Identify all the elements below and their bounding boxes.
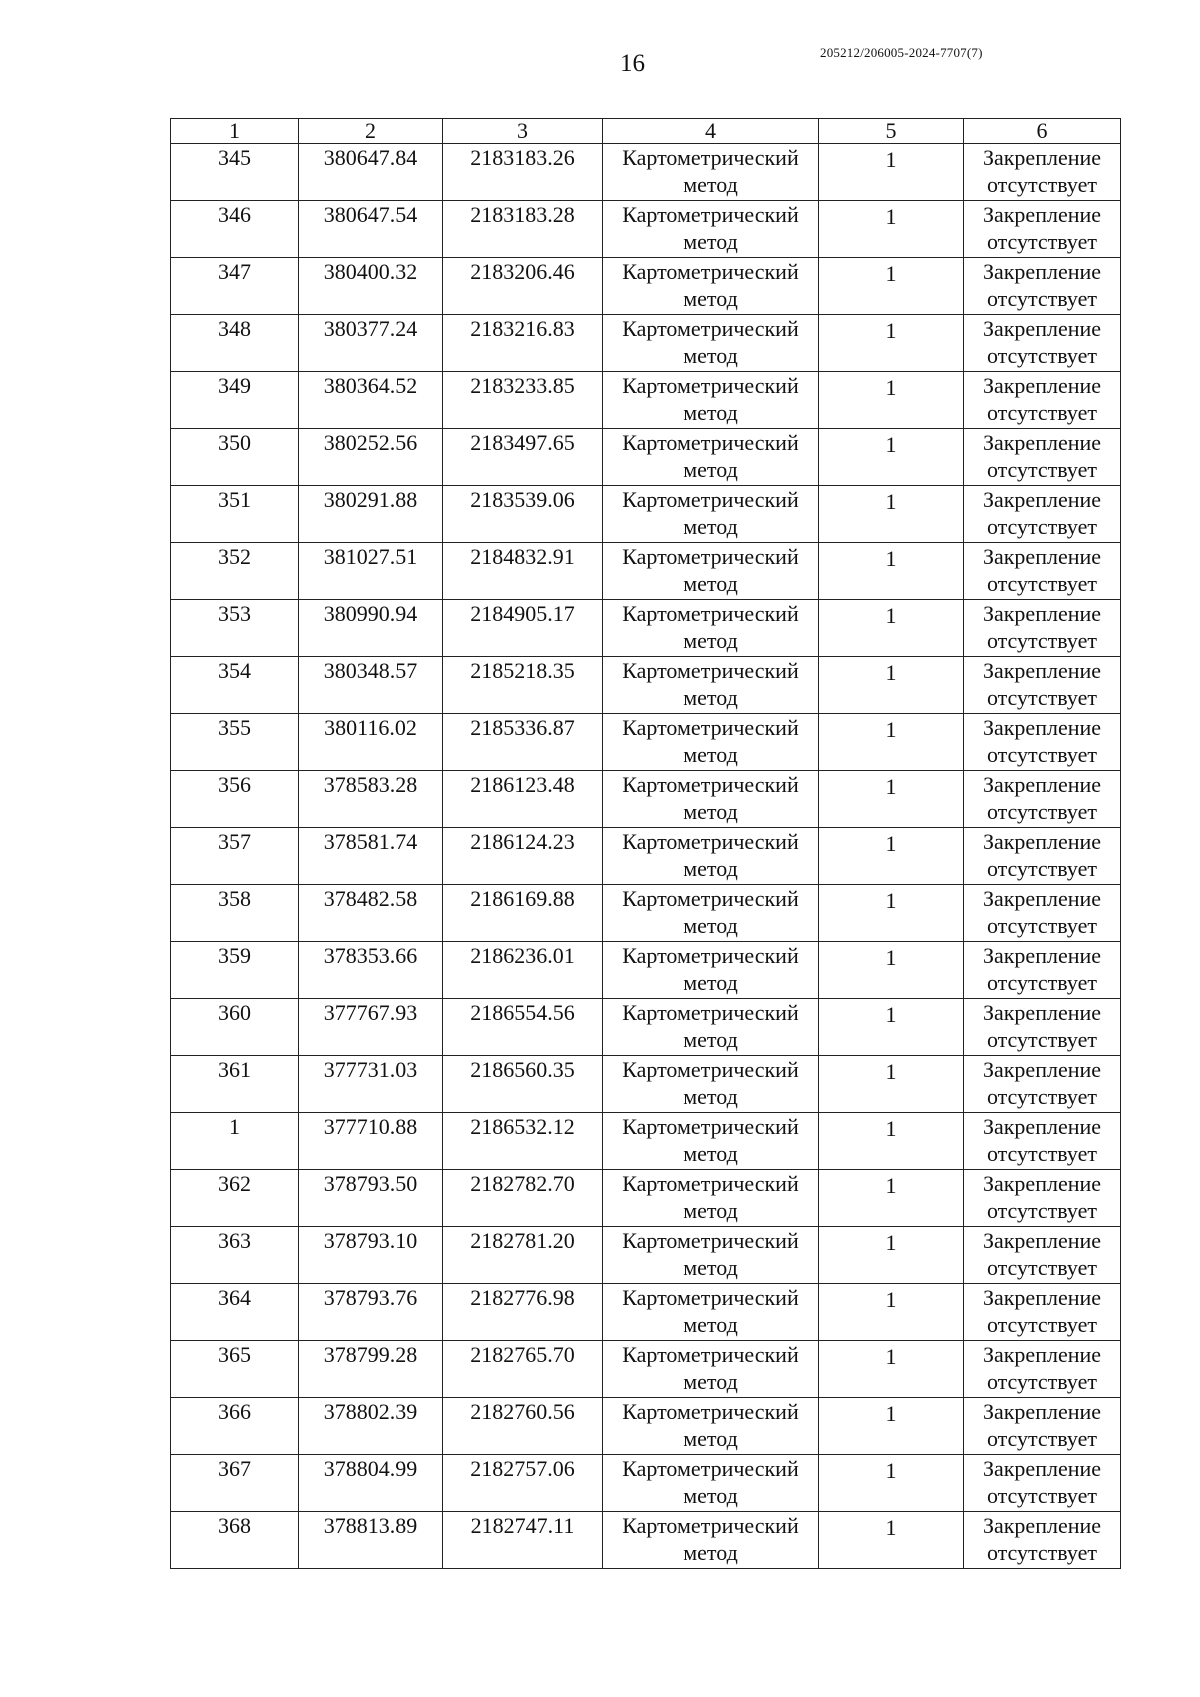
- table-row: [171, 372, 1121, 429]
- fixation-cell-line: Закрепление: [982, 1114, 1102, 1139]
- method-cell-line: Картометрический: [622, 1228, 799, 1253]
- fixation-cell-line: отсутствует: [986, 571, 1098, 596]
- point-number-cell: 353: [171, 600, 299, 657]
- column-header: 1: [171, 119, 299, 144]
- method-cell-line: Картометрический: [622, 1114, 799, 1139]
- method-cell-line: Картометрический: [622, 202, 799, 227]
- method-cell-line: метод: [683, 1369, 738, 1394]
- point-number-cell: 367: [171, 1455, 299, 1512]
- coordinate-y-cell: 2183206.46: [443, 258, 603, 315]
- method-cell: [603, 942, 819, 999]
- coordinate-y-cell: 2183497.65: [443, 429, 603, 486]
- accuracy-cell: 1: [819, 429, 964, 486]
- fixation-cell-line: Закрепление: [982, 601, 1102, 626]
- method-cell-line: метод: [683, 1255, 738, 1280]
- method-cell: [603, 1455, 819, 1512]
- table-row: [171, 258, 1121, 315]
- accuracy-cell: 1: [819, 714, 964, 771]
- coordinate-x-cell: 377710.88: [299, 1113, 443, 1170]
- method-cell-line: метод: [683, 913, 738, 938]
- accuracy-cell: 1: [819, 1056, 964, 1113]
- accuracy-cell: 1: [819, 144, 964, 201]
- fixation-cell: [964, 1341, 1121, 1398]
- fixation-cell-line: отсутствует: [986, 1312, 1098, 1337]
- coordinate-y-cell: 2185336.87: [443, 714, 603, 771]
- method-cell: [603, 1341, 819, 1398]
- point-number-cell: 348: [171, 315, 299, 372]
- coordinate-y-cell: 2183183.28: [443, 201, 603, 258]
- coordinate-x-cell: 380291.88: [299, 486, 443, 543]
- coordinate-x-cell: 378793.10: [299, 1227, 443, 1284]
- fixation-cell: [964, 1056, 1121, 1113]
- coordinate-x-cell: 380252.56: [299, 429, 443, 486]
- coordinate-y-cell: 2182765.70: [443, 1341, 603, 1398]
- column-header: 6: [964, 119, 1121, 144]
- fixation-cell-line: Закрепление: [982, 1171, 1102, 1196]
- point-number-cell: 356: [171, 771, 299, 828]
- document-reference: 205212/206005-2024-7707(7): [820, 45, 983, 60]
- column-header: 3: [443, 119, 603, 144]
- table-row: [171, 1284, 1121, 1341]
- fixation-cell-line: отсутствует: [986, 856, 1098, 881]
- table-row: [171, 828, 1121, 885]
- coordinate-x-cell: 380990.94: [299, 600, 443, 657]
- accuracy-cell: 1: [819, 1284, 964, 1341]
- method-cell: [603, 657, 819, 714]
- method-cell-line: Картометрический: [622, 316, 799, 341]
- method-cell-line: метод: [683, 1483, 738, 1508]
- fixation-cell-line: отсутствует: [986, 1198, 1098, 1223]
- point-number-cell: 347: [171, 258, 299, 315]
- coordinate-y-cell: 2186560.35: [443, 1056, 603, 1113]
- coordinate-y-cell: 2183233.85: [443, 372, 603, 429]
- fixation-cell-line: отсутствует: [986, 970, 1098, 995]
- method-cell-line: Картометрический: [622, 1513, 799, 1538]
- fixation-cell-line: Закрепление: [982, 430, 1102, 455]
- method-cell-line: Картометрический: [622, 259, 799, 284]
- accuracy-cell: 1: [819, 600, 964, 657]
- table-row: [171, 315, 1121, 372]
- coordinate-y-cell: 2186123.48: [443, 771, 603, 828]
- method-cell-line: Картометрический: [622, 544, 799, 569]
- coordinate-y-cell: 2186236.01: [443, 942, 603, 999]
- table-row: [171, 1398, 1121, 1455]
- fixation-cell-line: отсутствует: [986, 229, 1098, 254]
- fixation-cell-line: Закрепление: [982, 316, 1102, 341]
- table-row: [171, 714, 1121, 771]
- method-cell-line: метод: [683, 1540, 738, 1565]
- method-cell: [603, 1056, 819, 1113]
- table-row: [171, 1512, 1121, 1569]
- coordinate-x-cell: 377767.93: [299, 999, 443, 1056]
- method-cell-line: Картометрический: [622, 430, 799, 455]
- fixation-cell-line: отсутствует: [986, 1084, 1098, 1109]
- fixation-cell-line: Закрепление: [982, 1513, 1102, 1538]
- method-cell-line: метод: [683, 628, 738, 653]
- coordinate-y-cell: 2182781.20: [443, 1227, 603, 1284]
- method-cell: [603, 1170, 819, 1227]
- coordinate-y-cell: 2182782.70: [443, 1170, 603, 1227]
- accuracy-cell: 1: [819, 1341, 964, 1398]
- table-row: [171, 201, 1121, 258]
- method-cell-line: метод: [683, 571, 738, 596]
- method-cell-line: Картометрический: [622, 658, 799, 683]
- method-cell: [603, 600, 819, 657]
- accuracy-cell: 1: [819, 1113, 964, 1170]
- method-cell: [603, 144, 819, 201]
- method-cell-line: Картометрический: [622, 1456, 799, 1481]
- coordinate-x-cell: 378583.28: [299, 771, 443, 828]
- method-cell-line: метод: [683, 1426, 738, 1451]
- fixation-cell: [964, 828, 1121, 885]
- table-row: [171, 1056, 1121, 1113]
- fixation-cell-line: Закрепление: [982, 1456, 1102, 1481]
- coordinate-y-cell: 2183183.26: [443, 144, 603, 201]
- method-cell: [603, 372, 819, 429]
- table-row: [171, 600, 1121, 657]
- method-cell: [603, 1512, 819, 1569]
- coordinate-x-cell: 380647.54: [299, 201, 443, 258]
- fixation-cell: [964, 543, 1121, 600]
- fixation-cell-line: Закрепление: [982, 658, 1102, 683]
- method-cell-line: Картометрический: [622, 373, 799, 398]
- fixation-cell: [964, 942, 1121, 999]
- coordinate-y-cell: 2184832.91: [443, 543, 603, 600]
- fixation-cell: [964, 486, 1121, 543]
- fixation-cell-line: отсутствует: [986, 1483, 1098, 1508]
- coordinate-x-cell: 378793.76: [299, 1284, 443, 1341]
- accuracy-cell: 1: [819, 486, 964, 543]
- coordinate-x-cell: 380400.32: [299, 258, 443, 315]
- coordinate-y-cell: 2183216.83: [443, 315, 603, 372]
- fixation-cell: [964, 258, 1121, 315]
- method-cell-line: метод: [683, 1027, 738, 1052]
- method-cell-line: метод: [683, 742, 738, 767]
- point-number-cell: 362: [171, 1170, 299, 1227]
- coordinate-x-cell: 378804.99: [299, 1455, 443, 1512]
- method-cell-line: метод: [683, 343, 738, 368]
- fixation-cell-line: Закрепление: [982, 1342, 1102, 1367]
- coordinate-x-cell: 377731.03: [299, 1056, 443, 1113]
- point-number-cell: 361: [171, 1056, 299, 1113]
- coordinate-x-cell: 378482.58: [299, 885, 443, 942]
- fixation-cell: [964, 714, 1121, 771]
- coordinate-x-cell: 380647.84: [299, 144, 443, 201]
- method-cell-line: Картометрический: [622, 1000, 799, 1025]
- table-row: [171, 657, 1121, 714]
- fixation-cell-line: отсутствует: [986, 1141, 1098, 1166]
- fixation-cell: [964, 315, 1121, 372]
- fixation-cell-line: Закрепление: [982, 829, 1102, 854]
- fixation-cell-line: отсутствует: [986, 1027, 1098, 1052]
- fixation-cell-line: отсутствует: [986, 457, 1098, 482]
- point-number-cell: 351: [171, 486, 299, 543]
- method-cell-line: Картометрический: [622, 1342, 799, 1367]
- method-cell-line: метод: [683, 172, 738, 197]
- method-cell: [603, 1284, 819, 1341]
- method-cell-line: метод: [683, 514, 738, 539]
- coordinate-x-cell: 381027.51: [299, 543, 443, 600]
- accuracy-cell: 1: [819, 885, 964, 942]
- column-header: 5: [819, 119, 964, 144]
- fixation-cell-line: отсутствует: [986, 1255, 1098, 1280]
- fixation-cell-line: отсутствует: [986, 913, 1098, 938]
- coordinate-x-cell: 380377.24: [299, 315, 443, 372]
- method-cell-line: Картометрический: [622, 601, 799, 626]
- coordinate-y-cell: 2184905.17: [443, 600, 603, 657]
- fixation-cell: [964, 1170, 1121, 1227]
- method-cell-line: Картометрический: [622, 487, 799, 512]
- coordinate-x-cell: 380364.52: [299, 372, 443, 429]
- coordinate-x-cell: 380116.02: [299, 714, 443, 771]
- fixation-cell: [964, 999, 1121, 1056]
- method-cell: [603, 1113, 819, 1170]
- coordinate-x-cell: 378581.74: [299, 828, 443, 885]
- method-cell: [603, 315, 819, 372]
- fixation-cell: [964, 1284, 1121, 1341]
- method-cell-line: Картометрический: [622, 715, 799, 740]
- point-number-cell: 346: [171, 201, 299, 258]
- fixation-cell-line: отсутствует: [986, 799, 1098, 824]
- point-number-cell: 350: [171, 429, 299, 486]
- table-row: [171, 144, 1121, 201]
- fixation-cell-line: Закрепление: [982, 487, 1102, 512]
- fixation-cell-line: Закрепление: [982, 202, 1102, 227]
- table-row: [171, 486, 1121, 543]
- fixation-cell-line: Закрепление: [982, 544, 1102, 569]
- fixation-cell-line: Закрепление: [982, 772, 1102, 797]
- coordinates-table: [170, 118, 1121, 1569]
- method-cell: [603, 714, 819, 771]
- method-cell: [603, 828, 819, 885]
- fixation-cell-line: Закрепление: [982, 1000, 1102, 1025]
- coordinate-x-cell: 378353.66: [299, 942, 443, 999]
- fixation-cell: [964, 1398, 1121, 1455]
- table-row: [171, 1113, 1121, 1170]
- fixation-cell: [964, 657, 1121, 714]
- fixation-cell: [964, 144, 1121, 201]
- method-cell: [603, 771, 819, 828]
- fixation-cell-line: отсутствует: [986, 628, 1098, 653]
- method-cell-line: Картометрический: [622, 772, 799, 797]
- point-number-cell: 358: [171, 885, 299, 942]
- table-row: [171, 885, 1121, 942]
- point-number-cell: 359: [171, 942, 299, 999]
- point-number-cell: 368: [171, 1512, 299, 1569]
- accuracy-cell: 1: [819, 1512, 964, 1569]
- method-cell-line: метод: [683, 1141, 738, 1166]
- coordinate-y-cell: 2182776.98: [443, 1284, 603, 1341]
- table-body: [171, 144, 1121, 1569]
- method-cell-line: метод: [683, 229, 738, 254]
- coordinate-x-cell: 378799.28: [299, 1341, 443, 1398]
- table-row: [171, 429, 1121, 486]
- fixation-cell-line: отсутствует: [986, 343, 1098, 368]
- coordinate-x-cell: 380348.57: [299, 657, 443, 714]
- point-number-cell: 355: [171, 714, 299, 771]
- fixation-cell-line: отсутствует: [986, 400, 1098, 425]
- accuracy-cell: 1: [819, 999, 964, 1056]
- table-row: [171, 1170, 1121, 1227]
- point-number-cell: 1: [171, 1113, 299, 1170]
- fixation-cell-line: Закрепление: [982, 886, 1102, 911]
- method-cell-line: метод: [683, 457, 738, 482]
- accuracy-cell: 1: [819, 201, 964, 258]
- fixation-cell: [964, 429, 1121, 486]
- method-cell-line: Картометрический: [622, 1057, 799, 1082]
- fixation-cell: [964, 372, 1121, 429]
- fixation-cell-line: отсутствует: [986, 1369, 1098, 1394]
- column-header: 4: [603, 119, 819, 144]
- method-cell: [603, 258, 819, 315]
- method-cell-line: метод: [683, 286, 738, 311]
- coordinate-y-cell: 2182760.56: [443, 1398, 603, 1455]
- method-cell-line: Картометрический: [622, 1285, 799, 1310]
- page-number: 16: [620, 50, 645, 77]
- point-number-cell: 357: [171, 828, 299, 885]
- accuracy-cell: 1: [819, 543, 964, 600]
- method-cell-line: Картометрический: [622, 1399, 799, 1424]
- fixation-cell-line: Закрепление: [982, 1399, 1102, 1424]
- fixation-cell-line: Закрепление: [982, 1228, 1102, 1253]
- method-cell: [603, 1398, 819, 1455]
- accuracy-cell: 1: [819, 942, 964, 999]
- table-row: [171, 999, 1121, 1056]
- method-cell-line: Картометрический: [622, 829, 799, 854]
- method-cell-line: Картометрический: [622, 943, 799, 968]
- fixation-cell-line: отсутствует: [986, 514, 1098, 539]
- method-cell: [603, 999, 819, 1056]
- method-cell-line: метод: [683, 1084, 738, 1109]
- method-cell: [603, 429, 819, 486]
- accuracy-cell: 1: [819, 771, 964, 828]
- table-row: [171, 1455, 1121, 1512]
- fixation-cell-line: отсутствует: [986, 742, 1098, 767]
- fixation-cell: [964, 1455, 1121, 1512]
- accuracy-cell: 1: [819, 828, 964, 885]
- fixation-cell-line: Закрепление: [982, 715, 1102, 740]
- method-cell-line: Картометрический: [622, 1171, 799, 1196]
- fixation-cell: [964, 885, 1121, 942]
- accuracy-cell: 1: [819, 315, 964, 372]
- coordinate-y-cell: 2186124.23: [443, 828, 603, 885]
- fixation-cell-line: Закрепление: [982, 259, 1102, 284]
- method-cell-line: метод: [683, 856, 738, 881]
- point-number-cell: 360: [171, 999, 299, 1056]
- point-number-cell: 364: [171, 1284, 299, 1341]
- method-cell-line: метод: [683, 685, 738, 710]
- fixation-cell: [964, 771, 1121, 828]
- table-row: [171, 543, 1121, 600]
- method-cell: [603, 201, 819, 258]
- coordinate-y-cell: 2185218.35: [443, 657, 603, 714]
- table-row: [171, 1227, 1121, 1284]
- method-cell-line: метод: [683, 1312, 738, 1337]
- fixation-cell-line: Закрепление: [982, 1285, 1102, 1310]
- coordinate-x-cell: 378793.50: [299, 1170, 443, 1227]
- fixation-cell-line: отсутствует: [986, 1540, 1098, 1565]
- coordinate-y-cell: 2186554.56: [443, 999, 603, 1056]
- fixation-cell-line: отсутствует: [986, 1426, 1098, 1451]
- coordinate-y-cell: 2182757.06: [443, 1455, 603, 1512]
- table-row: [171, 771, 1121, 828]
- coordinate-y-cell: 2186169.88: [443, 885, 603, 942]
- coordinate-x-cell: 378813.89: [299, 1512, 443, 1569]
- method-cell-line: метод: [683, 400, 738, 425]
- method-cell: [603, 543, 819, 600]
- coordinate-y-cell: 2182747.11: [443, 1512, 603, 1569]
- method-cell-line: метод: [683, 970, 738, 995]
- fixation-cell: [964, 1113, 1121, 1170]
- point-number-cell: 366: [171, 1398, 299, 1455]
- accuracy-cell: 1: [819, 372, 964, 429]
- header-row: [171, 119, 1121, 144]
- accuracy-cell: 1: [819, 1455, 964, 1512]
- fixation-cell-line: отсутствует: [986, 172, 1098, 197]
- accuracy-cell: 1: [819, 1170, 964, 1227]
- accuracy-cell: 1: [819, 657, 964, 714]
- coordinate-y-cell: 2183539.06: [443, 486, 603, 543]
- point-number-cell: 363: [171, 1227, 299, 1284]
- fixation-cell: [964, 1227, 1121, 1284]
- method-cell-line: метод: [683, 1198, 738, 1223]
- fixation-cell-line: Закрепление: [982, 373, 1102, 398]
- table-row: [171, 942, 1121, 999]
- point-number-cell: 352: [171, 543, 299, 600]
- column-header: 2: [299, 119, 443, 144]
- point-number-cell: 354: [171, 657, 299, 714]
- coordinate-x-cell: 378802.39: [299, 1398, 443, 1455]
- accuracy-cell: 1: [819, 1398, 964, 1455]
- method-cell: [603, 885, 819, 942]
- fixation-cell: [964, 1512, 1121, 1569]
- accuracy-cell: 1: [819, 258, 964, 315]
- coordinate-y-cell: 2186532.12: [443, 1113, 603, 1170]
- method-cell-line: метод: [683, 799, 738, 824]
- fixation-cell-line: отсутствует: [986, 685, 1098, 710]
- point-number-cell: 365: [171, 1341, 299, 1398]
- fixation-cell-line: Закрепление: [982, 943, 1102, 968]
- fixation-cell-line: Закрепление: [982, 1057, 1102, 1082]
- method-cell-line: Картометрический: [622, 145, 799, 170]
- fixation-cell: [964, 201, 1121, 258]
- fixation-cell: [964, 600, 1121, 657]
- table-header: [171, 119, 1121, 144]
- table-row: [171, 1341, 1121, 1398]
- method-cell-line: Картометрический: [622, 886, 799, 911]
- point-number-cell: 349: [171, 372, 299, 429]
- method-cell: [603, 1227, 819, 1284]
- fixation-cell-line: Закрепление: [982, 145, 1102, 170]
- method-cell: [603, 486, 819, 543]
- accuracy-cell: 1: [819, 1227, 964, 1284]
- point-number-cell: 345: [171, 144, 299, 201]
- fixation-cell-line: отсутствует: [986, 286, 1098, 311]
